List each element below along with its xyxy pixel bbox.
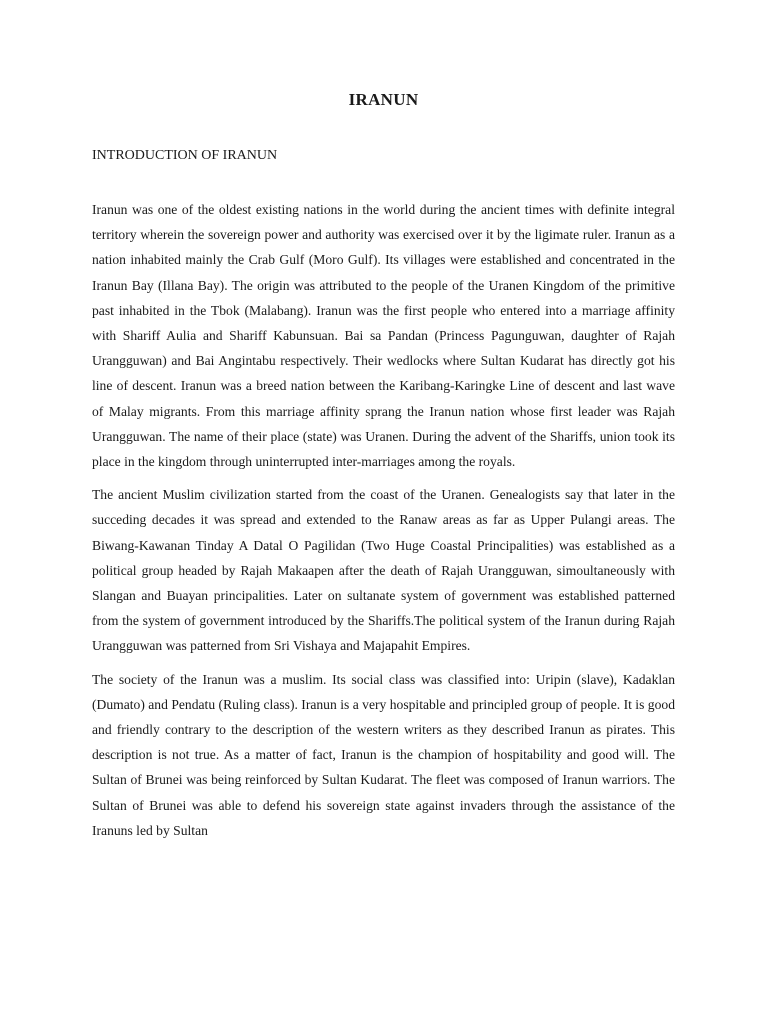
paragraph-3: The society of the Iranun was a muslim. Its social class was classified into: Uripin (slave), Kadaklan (Dumato) and Pendatu (Ruling class). Iranun is a very hospitable and principled group of people. It is good and friendly contrary to the description of the western writers as they described Iranun as pirates. This description is not true. As a matter of fact, Iranun is the champion of hospitability and good will. The Sultan of Brunei was being reinforced by Sultan Kudarat. The fleet was composed of Iranun warriors. The Sultan of Brunei was able to defend his sovereign state against invaders through the assistance of the Iranuns led by Sultan <box>92 671 675 838</box>
document-page <box>92 88 675 851</box>
document-title: IRANUN <box>348 90 419 109</box>
paragraph-2: The ancient Muslim civilization started from the coast of the Uranen. Genealogists say that later in the succeding decades it was spread and extended to the Ranaw areas as far as Upper Pulangi areas. The Biwang-Kawanan Tinday A Datal O Pagilidan (Two Huge Coastal Principalities) was established as a political group headed by Rajah Makaapen after the death of Rajah Urangguwan, simoultaneously with Slangan and Buayan principalities. Later on sultanate system of government was established patterned from the system of government introduced by the Shariffs.The political system of the Iranun during Rajah Urangguwan was patterned from Sri Vishaya and Majapahit Empires. <box>92 487 675 654</box>
paragraph-1: Iranun was one of the oldest existing nations in the world during the ancient times with definite integral territory wherein the sovereign power and authority was exercised over it by the ligimate ruler. Iranun as a nation inhabited mainly the Crab Gulf (Moro Gulf). Its villages were established and concentrated in the Iranun Bay (Illana Bay). The origin was attributed to the people of the Uranen Kingdom of the primitive past inhabited in the Tbok (Malabang). Iranun was the first people who entered into a marriage affinity with Shariff Aulia and Shariff Kabunsuan. Bai sa Pandan (Princess Pagunguwan, daughter of Rajah Urangguwan) and Bai Angintabu respectively. Their wedlocks where Sultan Kudarat has directly got his line of descent. Iranun was a breed nation between the Karibang-Karingke Line of descent and last wave of Malay migrants. From this marriage affinity sprang the Iranun nation whose first leader was Rajah Urangguwan. The name of their place (state) was Uranen. During the advent of the Shariffs, union took its place in the kingdom through uninterrupted inter-marriages among the royals. <box>92 202 675 470</box>
section-heading: INTRODUCTION OF IRANUN <box>92 148 278 163</box>
